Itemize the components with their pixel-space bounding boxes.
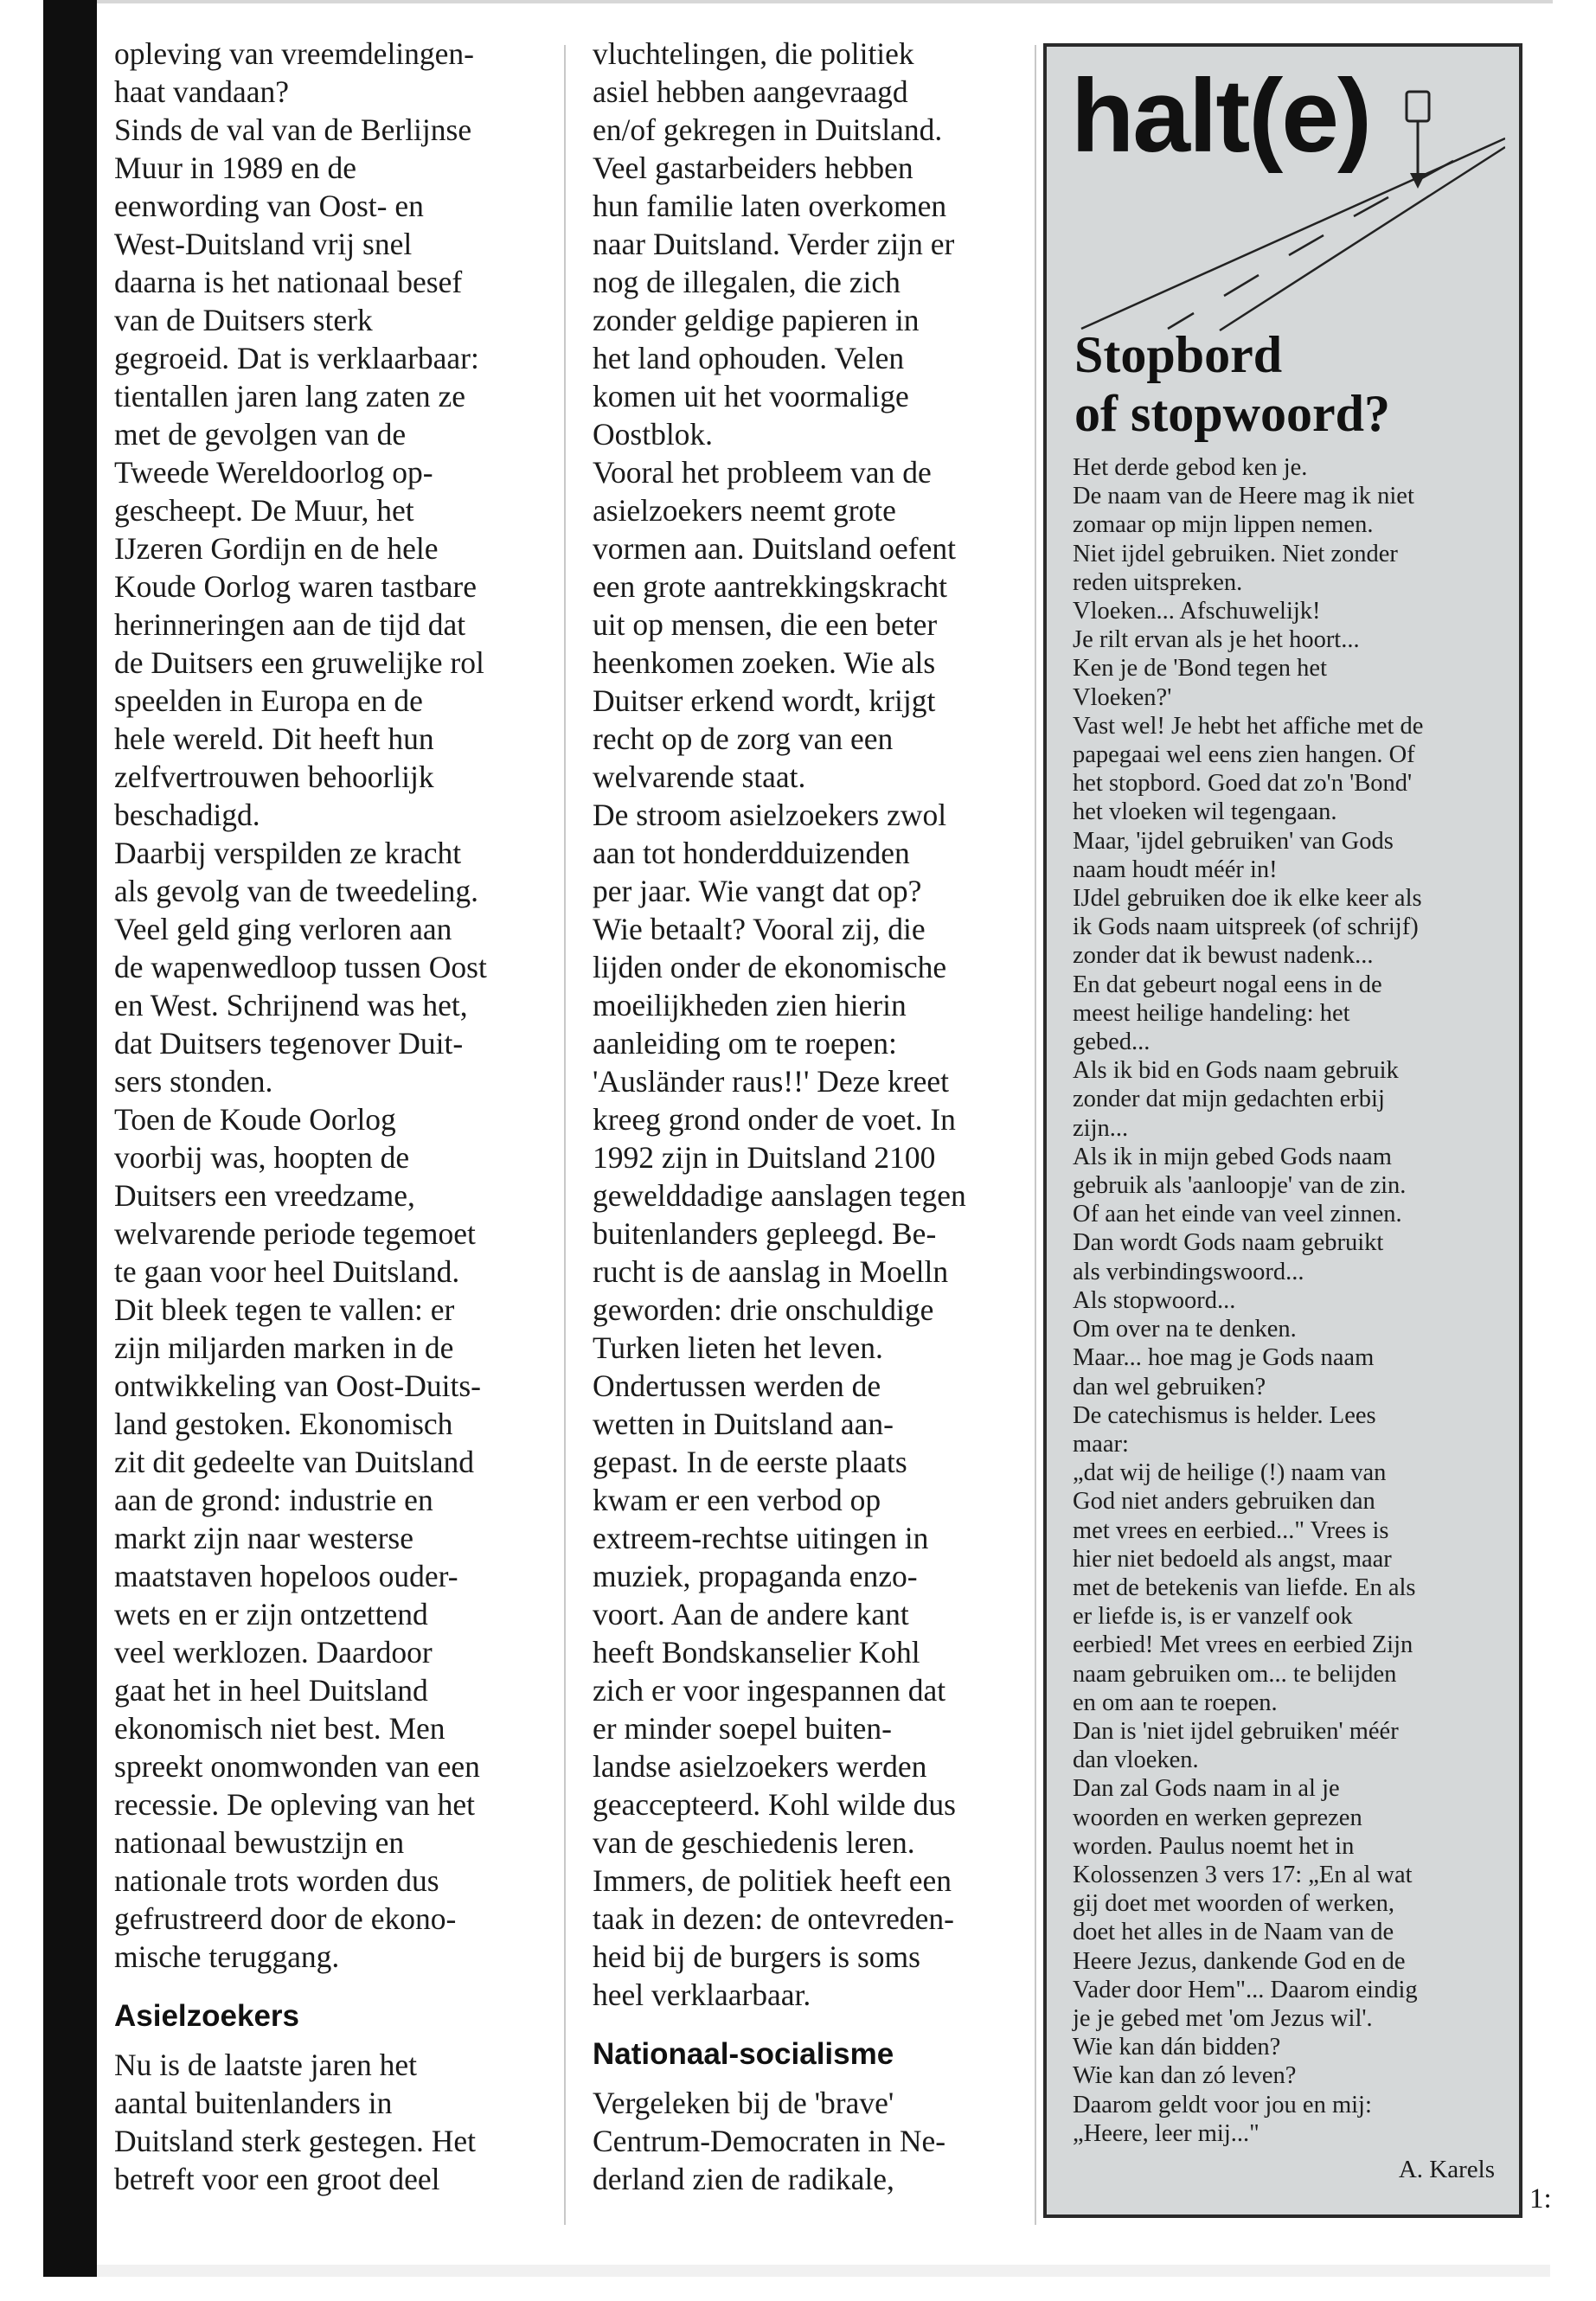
- column-rule-1: [564, 45, 566, 2225]
- page-top-edge: [43, 0, 1553, 3]
- article-column-2: [593, 35, 1042, 2198]
- heading-nationaal-socialisme: Nationaal-socialisme: [593, 2037, 894, 2071]
- column-1-body-continued: Nu is de laatste jaren het aantal buitenlanders in Duitsland sterk gestegen. Het betreft voor een groot deel: [114, 2048, 477, 2196]
- page-bottom-shadow: [97, 2265, 1550, 2277]
- column-1-body: opleving van vreemdelingen- haat vandaan? Sinds de val van de Berlijnse Muur in 1989 en de eenwording van Oost- en West-Duitsland vrij snel daarna is het nationaal besef van de Duitsers sterk gegroeid. Dat is verklaarbaar: tientallen jaren lang zaten ze met de gevolgen van de Tweede Wereldoorlog op- gescheept. De Muur, het IJzeren Gordijn en de hele Koude Oorlog waren tastbare herinneringen aan de tijd dat de Duitsers een gruwelijke rol speelden in Europa en de hele wereld. Dit heeft hun zelfvertrouwen behoorlijk beschadigd. Daarbij verspilden ze kracht als gevolg van de tweedeling. Veel geld ging verloren aan de wapenwedloop tussen Oost en West. Schrijnend was het, dat Duitsers tegenover Duit- sers stonden. Toen de Koude Oorlog voorbij was, hoopten de Duitsers een vreedzame, welvarende periode tegemoet te gaan voor heel Duitsland. Dit bleek tegen te vallen: er zijn miljarden marken in de ontwikkeling van Oost-Duits- land gestoken. Ekonomisch zit dit gedeelte van Duitsland aan de grond: industrie en markt zijn naar westerse maatstaven hopeloos ouder- wets en er zijn ontzettend veel werklozen. Daardoor gaat het in heel Duitsland ekonomisch niet best. Men spreekt onomwonden van een recessie. De opleving van het nationaal bewustzijn en nationale trots worden dus gefrustreerd door de ekono- mische teruggang.: [114, 36, 487, 1974]
- road-sign-icon: [1073, 78, 1505, 337]
- heading-asielzoekers: Asielzoekers: [114, 1999, 300, 2033]
- author-byline: A. Karels: [1398, 2156, 1495, 2183]
- column-2-body-continued: Vergeleken bij de 'brave' Centrum-Democraten in Ne- derland zien de radikale,: [593, 2086, 946, 2196]
- column-2-body: vluchtelingen, die politiek asiel hebben aangevraagd en/of gekregen in Duitsland. Veel gastarbeiders hebben hun familie laten overkomen naar Duitsland. Verder zijn er nog de illegalen, die zich zonder geldige papieren in het land ophouden. Velen komen uit het voormalige Oostblok. Vooral het probleem van de asielzoekers neemt grote vormen aan. Duitsland oefent een grote aantrekkingskracht uit op mensen, die een beter heenkomen zoeken. Wie als Duitser erkend wordt, krijgt recht op de zorg van een welvarende staat. De stroom asielzoekers zwol aan tot honderdduizenden per jaar. Wie vangt dat op? Wie betaalt? Vooral zij, die lijden onder de ekonomische moeilijkheden zien hierin aanleiding om te roepen: 'Ausländer raus!!' Deze kreet kreeg grond onder de voet. In 1992 zijn in Duitsland 2100 gewelddadige aanslagen tegen buitenlanders gepleegd. Be- rucht is de aanslag in Moelln geworden: drie onschuldige Turken lieten het leven. Ondertussen werden de wetten in Duitsland aan- gepast. In de eerste plaats kwam er een verbod op extreem-rechtse uitingen in muziek, propaganda enzo- voort. Aan de andere kant heeft Bondskanselier Kohl zich er voor ingespannen dat er minder soepel buiten- landse asielzoekers werden geaccepteerd. Kohl wilde dus van de geschiedenis leren. Immers, de politiek heeft een taak in dezen: de ontevreden- heid bij de burgers is soms heel verklaarbaar.: [593, 36, 966, 2012]
- column-rule-2: [1035, 45, 1036, 2225]
- masthead-halte: halt(e): [1071, 58, 1370, 174]
- halte-sidebar-box: [1043, 43, 1522, 2218]
- sidebar-title: Stopbord of stopwoord?: [1074, 326, 1391, 442]
- sidebar-body: Het derde gebod ken je. De naam van de Heere mag ik niet zomaar op mijn lippen nemen. Niet ijdel gebruiken. Niet zonder reden uitspreken. Vloeken... Afschuwelijk! Je rilt ervan als je het hoort... Ken je de 'Bond tegen het Vloeken?' Vast wel! Je hebt het affiche met de papegaai wel eens zien hangen. Of het stopbord. Goed dat zo'n 'Bond' het vloeken wil tegengaan. Maar, 'ijdel gebruiken' van Gods naam houdt méér in! IJdel gebruiken doe ik elke keer als ik Gods naam uitspreek (of schrijf) zonder dat ik bewust nadenk... En dat gebeurt nogal eens in de meest heilige handeling: het gebed... Als ik bid en Gods naam gebruik zonder dat mijn gedachten erbij zijn... Als ik in mijn gebed Gods naam gebruik als 'aanloopje' van de zin. Of aan het einde van veel zinnen. Dan wordt Gods naam gebruikt als verbindingswoord... Als stopwoord... Om over na te denken. Maar... hoe mag je Gods naam dan wel gebruiken? De catechismus is helder. Lees maar: „dat wij de heilige (!) naam van God niet anders gebruiken dan met vrees en eerbied..." Vrees is hier niet bedoeld als angst, maar met de betekenis van liefde. En als er liefde is, is er vanzelf ook eerbied! Met vrees en eerbied Zijn naam gebruiken om... te belijden en om aan te roepen. Dan is 'niet ijdel gebruiken' méér dan vloeken. Dan zal Gods naam in al je woorden en werken geprezen worden. Paulus noemt het in Kolossenzen 3 vers 17: „En al wat gij doet met woorden of werken, doet het alles in de Naam van de Heere Jezus, dankende God en de Vader door Hem"... Daarom eindig je je gebed met 'om Jezus wil'. Wie kan dán bidden? Wie kan dan zó leven? Daarom geldt voor jou en mij: „Heere, leer mij...": [1073, 454, 1424, 2147]
- page-number: 1:: [1529, 2183, 1552, 2214]
- article-column-1: [114, 35, 555, 2198]
- binding-shadow: [43, 0, 97, 2277]
